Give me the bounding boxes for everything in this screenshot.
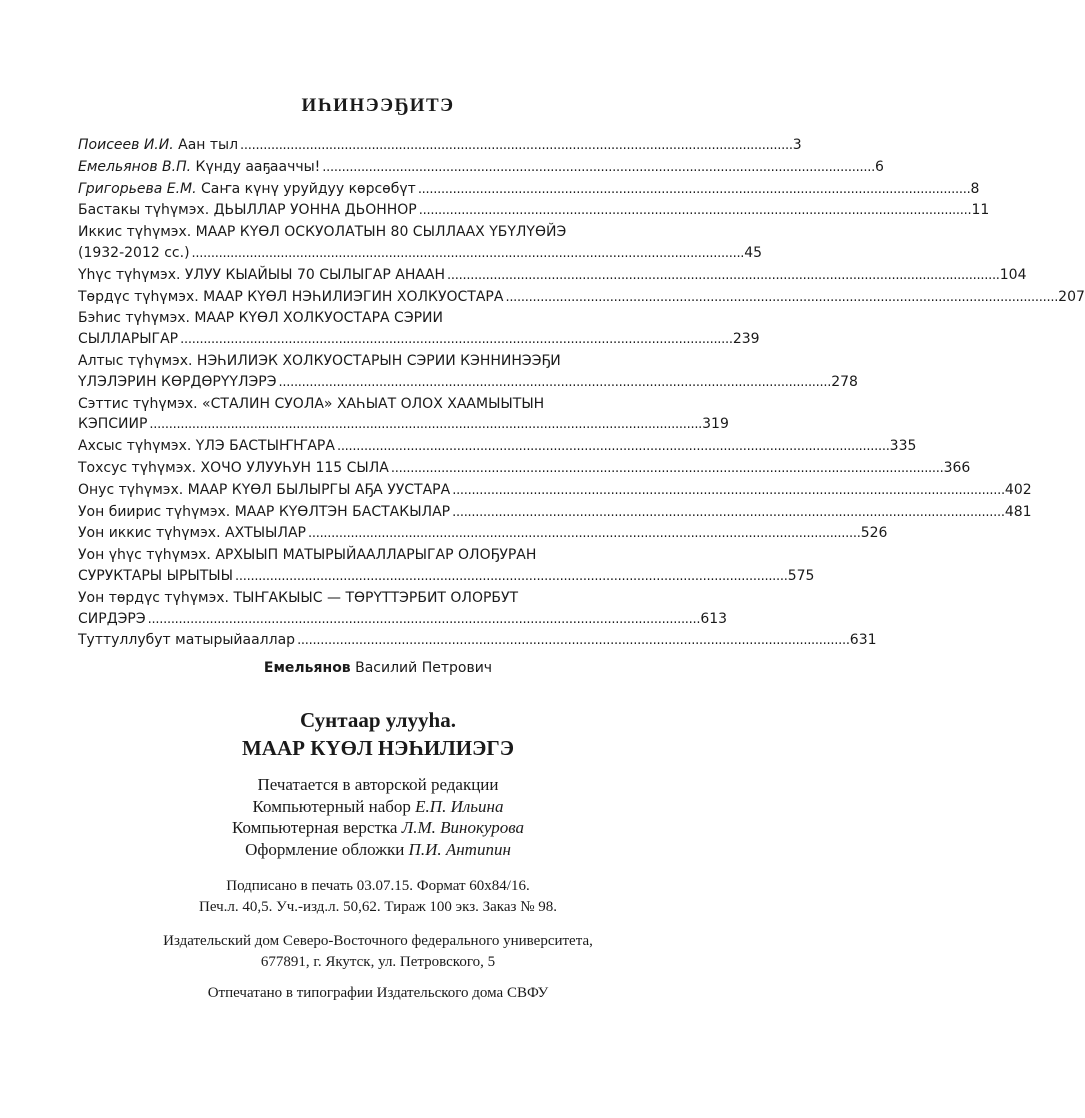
cover-credit <box>0 839 756 861</box>
toc-entry-title: Үһүс түһүмэх. УЛУУ КЫАЙЫЫ 70 СЫЛЫГАР АНААН <box>78 266 446 283</box>
layout-name: Л.М. Винокурова <box>401 818 524 837</box>
toc-entry-title: КЭПСИИР <box>78 416 148 433</box>
toc-entry-title: (1932-2012 сс.) <box>78 244 190 261</box>
toc-leader-dots <box>447 265 998 287</box>
toc-entry-title: Туттуллубут матырыйааллар <box>78 632 296 649</box>
toc-leader-dots <box>322 157 873 179</box>
specs-line: Печ.л. 40,5. Уч.-изд.л. 50,62. Тираж 100 экз. Заказ № 98. <box>198 899 558 915</box>
toc-entry-first-line: Алтыс түһүмэх. НЭҺИЛИЭК ХОЛКУОСТАРЫН СЭРИИ КЭННИНЭЭҔИ <box>78 352 561 369</box>
toc-page-number: 3 <box>792 137 802 153</box>
typing-name: Е.П. Ильина <box>415 796 504 816</box>
toc-entry <box>78 523 888 545</box>
toc-heading: ИҺИНЭЭҔИТЭ <box>301 95 455 116</box>
toc-leader-dots <box>192 243 743 265</box>
toc-leader-dots <box>297 630 848 652</box>
toc-entry-first-line: Иккис түһүмэх. МААР КҮӨЛ ОСКУОЛАТЫН 80 СЫЛЛААХ ҮБҮЛҮӨЙЭ <box>78 224 567 241</box>
toc-entry-author: Поисеев И.И. <box>78 137 174 153</box>
toc-leader-dots <box>391 458 942 480</box>
toc-entry <box>78 222 763 265</box>
toc-entry <box>78 135 802 157</box>
cover-label: Оформление обложки <box>245 839 405 859</box>
toc-entry-title: Аан тыл <box>178 137 239 153</box>
toc-entry-first-line: Уон үһүс түһүмэх. АРХЫЫП МАТЫРЫЙААЛЛАРЫГАР ОЛОҔУРАН <box>78 547 537 564</box>
toc-entry-title: Тохсус түһүмэх. ХОЧО УЛУУҺУН 115 СЫЛА <box>78 459 389 476</box>
toc-entry <box>78 157 884 179</box>
book-title-line-1: Сунтаар улууһа. <box>300 708 456 732</box>
toc-page-number: 45 <box>744 244 763 261</box>
toc-page-number: 239 <box>732 331 760 348</box>
signed-line: Подписано в печать 03.07.15. Формат 60х84/16. <box>226 878 530 894</box>
toc-page-number: 366 <box>943 459 971 476</box>
typing-label: Компьютерный набор <box>252 796 411 816</box>
toc-entry <box>78 394 729 437</box>
toc-entry <box>78 351 858 394</box>
publisher-info <box>0 931 756 973</box>
toc-entry <box>78 436 917 458</box>
toc-page-number: 104 <box>999 266 1027 283</box>
toc-page-number: 335 <box>889 438 917 455</box>
toc-entry <box>78 545 815 588</box>
toc-entry-title: Күнду aаҕааччы! <box>195 158 321 175</box>
toc-entry-first-line: Бэһис түһүмэх. МААР КҮӨЛ ХОЛКУОСТАРА СЭРИИ <box>78 310 443 327</box>
cover-name: П.И. Антипин <box>408 839 511 859</box>
toc-leader-dots <box>235 566 786 588</box>
toc-page-number: 319 <box>702 416 729 433</box>
author-surname: Емельянов <box>263 660 351 676</box>
toc-leader-dots <box>452 502 1003 524</box>
printed-by: Отпечатано в типографии Издательского дома СВФУ <box>207 985 549 1001</box>
toc-leader-dots <box>505 287 1056 309</box>
toc-leader-dots <box>419 200 970 222</box>
toc-entry <box>78 200 990 222</box>
toc-leader-dots <box>278 372 829 394</box>
toc-entry-first-line: Сэттис түһүмэх. «СТАЛИН СУОЛА» ХАҺЫАТ ОЛОХ ХААМЫЫТЫН <box>78 395 545 412</box>
toc-entry-author: Григорьева Е.М. <box>78 180 197 197</box>
toc-leader-dots <box>418 179 969 201</box>
toc-entry <box>78 502 1032 524</box>
typing-credit <box>0 796 756 818</box>
author-credit <box>0 660 756 676</box>
toc-entry <box>78 480 1032 502</box>
toc-leader-dots <box>149 414 700 436</box>
layout-label: Компьютерная верстка <box>232 818 398 837</box>
toc-leader-dots <box>148 609 699 631</box>
print-specs <box>0 876 756 918</box>
toc-entry-title: Бастакы түһүмэх. ДЬЫЛЛАР УОННА ДЬОННОР <box>78 202 417 219</box>
book-title-line-2: МААР КҮӨЛ НЭҺИЛИЭГЭ <box>241 736 514 760</box>
toc-page-number: 207 <box>1058 288 1085 305</box>
toc-entry-title: Уон иккис түһүмэх. АХТЫЫЛАР <box>78 525 306 542</box>
edition-note: Печатается в авторской редакции <box>257 775 499 794</box>
toc-entry <box>78 588 728 631</box>
toc-entry <box>78 287 1085 309</box>
toc-entry-title: Уон биирис түһүмэх. МААР КҮӨЛТЭН БАСТАКЫЛАР <box>78 503 451 520</box>
toc-entry-title: СИРДЭРЭ <box>78 610 146 627</box>
book-title <box>0 706 756 762</box>
toc-entry-title: СЫЛЛАРЫГАР <box>78 331 179 348</box>
toc-leader-dots <box>308 523 859 545</box>
toc-entry-title: Саҥа күнү уруйдуу көрсөбүт <box>201 180 416 197</box>
toc-entry <box>78 265 1027 287</box>
table-of-contents <box>78 135 1085 652</box>
editorial-credits <box>0 774 756 860</box>
toc-entry <box>78 630 877 652</box>
author-given-name: Василий Петрович <box>355 660 493 676</box>
toc-leader-dots <box>240 135 791 157</box>
toc-entry-title: ҮЛЭЛЭРИН КӨРДӨРҮҮЛЭРЭ <box>78 373 277 390</box>
toc-page-number: 8 <box>970 180 980 197</box>
toc-entry-first-line: Уон төрдүс түһүмэх. ТЫҤАКЫЫС — ТӨРҮТТЭРБИТ ОЛОРБУТ <box>78 589 519 606</box>
toc-entry-author: Емельянов В.П. <box>78 158 192 175</box>
toc-entry <box>78 308 760 351</box>
toc-entry <box>78 458 971 480</box>
toc-entry <box>78 179 980 201</box>
toc-leader-dots <box>337 436 888 458</box>
toc-entry-title: Төрдүс түһүмэх. МААР КҮӨЛ НЭҺИЛИЭГИН ХОЛКУОСТАРА <box>78 288 504 305</box>
toc-page-number: 11 <box>971 202 990 219</box>
publisher-line-1: Издательский дом Северо-Восточного федерального университета, <box>163 933 593 949</box>
toc-page-number: 613 <box>700 610 728 627</box>
toc-page-number: 481 <box>1004 503 1032 520</box>
toc-page-number: 402 <box>1004 481 1032 498</box>
toc-entry-title: Онус түһүмэх. МААР КҮӨЛ БЫЛЫРГЫ АҔА УУСТАРА <box>78 481 451 498</box>
toc-leader-dots <box>180 329 731 351</box>
toc-entry-title: Ахсыс түһүмэх. ҮЛЭ БАСТЫҤҤАРА <box>78 438 335 455</box>
toc-page-number: 6 <box>875 158 884 175</box>
publisher-line-2: 677891, г. Якутск, ул. Петровского, 5 <box>260 954 496 970</box>
toc-leader-dots <box>452 480 1003 502</box>
toc-page-number: 631 <box>849 632 877 649</box>
layout-credit <box>0 817 756 839</box>
toc-page-number: 278 <box>831 373 858 390</box>
toc-page-number: 526 <box>860 525 888 542</box>
toc-page-number: 575 <box>787 567 815 584</box>
toc-entry-title: СУРУКТАРЫ ЫРЫТЫЫ <box>78 567 233 584</box>
